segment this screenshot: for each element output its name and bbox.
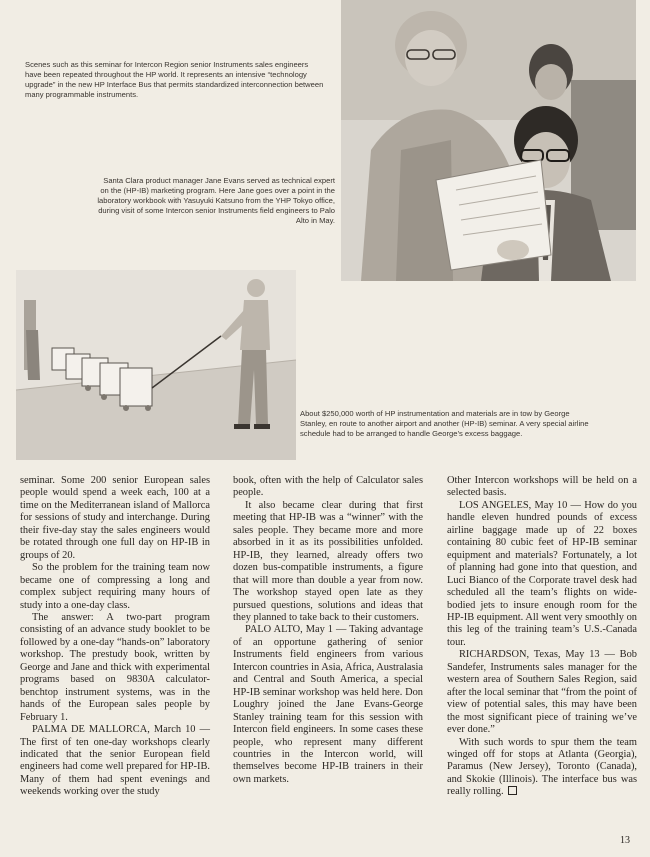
seminar-photo <box>341 0 636 281</box>
article-column-2 <box>233 475 423 786</box>
paragraph: So the problem for the training team now became one of compressing a long and complex subject requiring many hours of study into a one-day class. <box>20 562 210 611</box>
paragraph: The answer: A two-part program consisting of an advance study booklet to be followed by a one-day “hands-on” laboratory workshop. The prestudy book, written by George and Jane and thick with experimental programs based on 9830A calculator-benchtop instrument systems, was in the hands of the European sales people by February 1. <box>20 611 210 723</box>
paragraph: It also became clear during that first meeting that HP-IB was a “winner” with the sales people. They became more and more absorbed in it as its possibilities unfolded. HP-IB, they learned, already offers two dozen bus-compatible instruments, a figure that will more than double a year from now. The workshop stayed open late as they pursued questions, solutions and ideas that they planned to take back to their customers. <box>233 499 423 623</box>
paragraph <box>447 737 637 799</box>
jane-evans-caption: Santa Clara product manager Jane Evans served as technical expert on the (HP-IB) marketing program. Here Jane goes over a point in the laboratory workbook with Yasuyuki Katsuno from the YHP Tokyo office, during visit of some Intercon senior Instruments field engineers to Palo Alto in May. <box>97 176 335 225</box>
end-mark-icon <box>508 786 517 795</box>
paragraph: Other Intercon workshops will be held on a selected basis. <box>447 475 637 499</box>
paragraph: PALO ALTO, May 1 — Taking advantage of an opportune gathering of senior Instruments field engineers from various Intercon countries in Asia, Africa, Australasia and Central and South America, a special HP-IB seminar workshop was held here. Don Loughry joined the Jane Evans-George Stanley training team for this session with Intercon field engineers. In some cases these people, who represent many different countries in the Intercon world, will themselves become HP-IB trainers in their own markets. <box>233 624 423 785</box>
page-number: 13 <box>620 835 630 846</box>
article-column-3 <box>447 475 637 799</box>
article-column-1 <box>20 475 210 799</box>
paragraph-text: With such words to spur them the team winged off for stops at Atlanta (Georgia), Paramus (New Jersey), Toronto (Canada), and Skokie (Illinois). The interface bus was really rolling. <box>447 736 637 798</box>
paragraph: seminar. Some 200 senior European sales people would spend a week each, 100 at a time on the Mediterranean island of Mallorca for sessions of study and interchange. During their five-day stay the sales engineers would be rotated through one full day on HP-IB in groups of 20. <box>20 475 210 561</box>
seminar-caption: Scenes such as this seminar for Intercon Region senior Instruments sales engineers have been repeated throughout the HP world. It represents an intensive “technology upgrade” in the new HP Interface Bus that permits standardized interconnection between many programmable instruments. <box>25 60 324 99</box>
paragraph: PALMA DE MALLORCA, March 10 — The first of ten one-day workshops clearly indicated that the senior European field engineers had come well prepared for HP-IB. Many of them had spent evenings and weekends working over the study <box>20 724 210 798</box>
paragraph: RICHARDSON, Texas, May 13 — Bob Sandefer, Instruments sales manager for the western area of Southern Sales Region, said after the local seminar that “from the point of view of potential sales, this may have been the most significant piece of training we’ve ever done.” <box>447 649 637 736</box>
baggage-caption: About $250,000 worth of HP instrumentation and materials are in tow by George Stanley, en route to another airport and another (HP-IB) seminar. A very special airline schedule had to be arranged to handle George’s excess baggage. <box>300 409 589 438</box>
baggage-photo <box>16 270 296 460</box>
paragraph: LOS ANGELES, May 10 — How do you handle eleven hundred pounds of excess airline baggage made up of 22 boxes containing 80 cubic feet of HP-IB seminar equipment and materials? Fortunately, a lot of planning had gone into that question, and Luci Bianco of the Corporate travel desk had scheduled all the team’s flights on wide-bodied jets to insure enough room for the HP-IB equipment. All went very smoothly on this leg of the training team’s U.S.-Canada tour. <box>447 499 637 648</box>
paragraph: book, often with the help of Calculator sales people. <box>233 475 423 499</box>
